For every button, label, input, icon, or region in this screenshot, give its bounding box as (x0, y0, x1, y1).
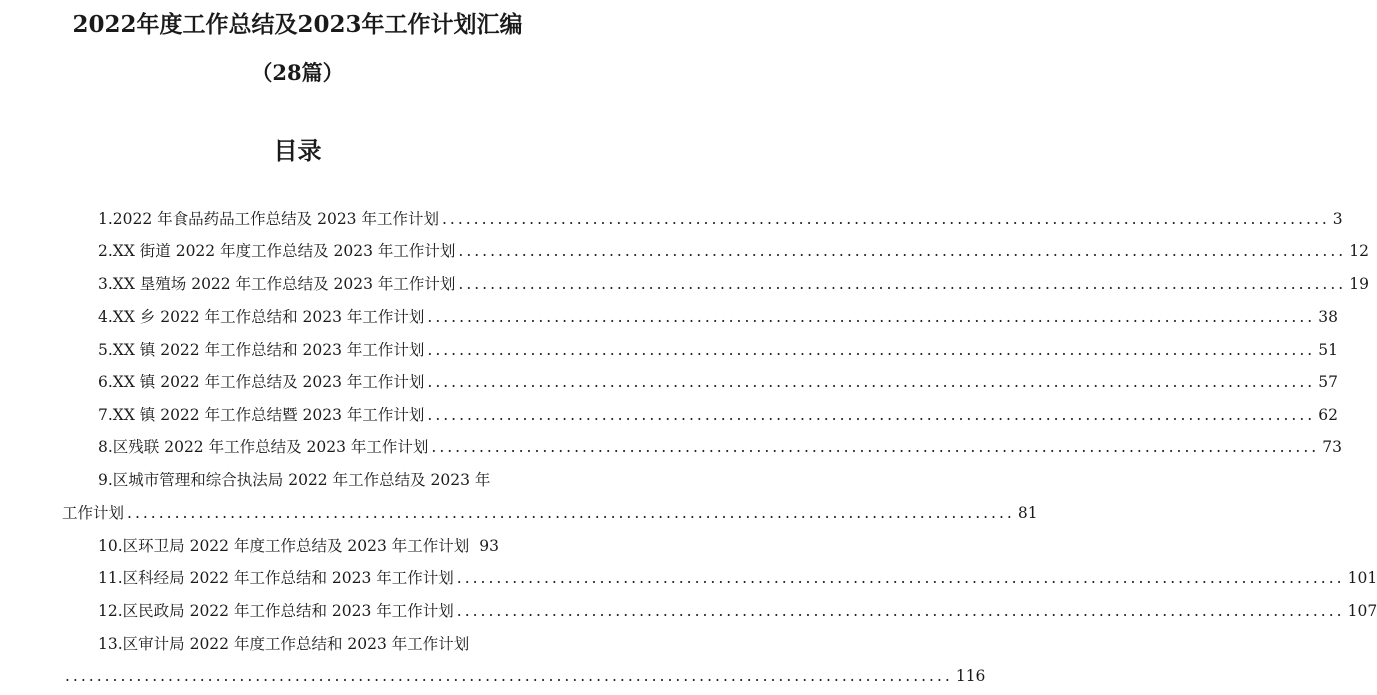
toc-entry[interactable] (98, 599, 1377, 623)
toc-leader-dots: ................................................................................................................ (427, 308, 1316, 326)
toc-entry-label-line1[interactable]: 9.区城市管理和综合执法局 2022 年工作总结及 2023 年 (98, 471, 491, 489)
toc-entry[interactable] (98, 370, 1338, 394)
toc-entry-label: 6.XX 镇 2022 年工作总结及 2023 年工作计划 (98, 373, 425, 391)
toc-leader-dots: ................................................................................................................ (431, 438, 1320, 456)
toc-entry[interactable] (98, 534, 544, 558)
toc-entry[interactable] (98, 207, 1343, 231)
document-subtitle: （28篇） (251, 60, 344, 85)
toc-entry[interactable] (98, 403, 1338, 427)
toc-entry-label: 4.XX 乡 2022 年工作总结和 2023 年工作计划 (98, 308, 425, 326)
toc-page-number: 57 (1318, 373, 1338, 391)
toc-entry[interactable] (98, 435, 1342, 459)
toc-leader-dots: ................................................................................................................ (127, 504, 1015, 522)
toc-entry[interactable] (98, 566, 1377, 590)
toc-entry-label: 11.区科经局 2022 年工作总结和 2023 年工作计划 (98, 569, 454, 587)
toc-entry[interactable] (62, 664, 986, 688)
toc-entry-label[interactable]: 13.区审计局 2022 年度工作总结和 2023 年工作计划 (98, 635, 470, 653)
toc-page-number: 93 (479, 537, 499, 555)
toc-page-number: 51 (1318, 341, 1338, 359)
toc-entry-label: 7.XX 镇 2022 年工作总结暨 2023 年工作计划 (98, 406, 425, 424)
toc-page-number: 12 (1349, 242, 1369, 260)
toc-leader-dots: ................................................................................................................ (427, 341, 1316, 359)
toc-entry-label: 8.区残联 2022 年工作总结及 2023 年工作计划 (98, 438, 429, 456)
toc-page-number: 101 (1347, 569, 1377, 587)
toc-heading: 目录 (273, 136, 322, 165)
toc-page-number: 73 (1322, 438, 1342, 456)
toc-entry-label: 3.XX 垦殖场 2022 年工作总结及 2023 年工作计划 (98, 275, 456, 293)
toc-leader-dots: ................................................................................................................ (427, 406, 1316, 424)
toc-page-number: 3 (1332, 210, 1343, 228)
toc-entry-label-line2: 工作计划 (62, 504, 125, 522)
toc-page-number: 107 (1347, 602, 1377, 620)
toc-page-number: 116 (955, 667, 986, 685)
toc-entry-label: 12.区民政局 2022 年工作总结和 2023 年工作计划 (98, 602, 454, 620)
toc-leader-dots: ................................................................................................................ (441, 210, 1330, 228)
toc-page-number: 62 (1318, 406, 1338, 424)
toc-page-number: 38 (1318, 308, 1338, 326)
toc-entry[interactable] (98, 239, 1369, 263)
toc-entry-label: 5.XX 镇 2022 年工作总结和 2023 年工作计划 (98, 341, 425, 359)
toc-page-number: 81 (1017, 504, 1038, 522)
toc-leader-dots: ................................................................................................................ (456, 602, 1345, 620)
toc-entry[interactable] (98, 338, 1338, 362)
toc-entry[interactable] (98, 272, 1369, 296)
toc-leader-dots: ................................................................................................................ (456, 569, 1345, 587)
toc-entry-label: 2.XX 街道 2022 年度工作总结及 2023 年工作计划 (98, 242, 456, 260)
toc-entry[interactable] (98, 305, 1338, 329)
toc-page-number: 19 (1349, 275, 1369, 293)
toc-leader-dots: ................................................................................................................ (458, 242, 1347, 260)
toc-leader-dots: ................................................................................................................ (458, 275, 1347, 293)
toc-leader-dots: ................................................................................................................ (65, 667, 953, 685)
document-title: 2022年度工作总结及2023年工作计划汇编 (72, 11, 523, 38)
toc-leader-dots: ................................................................................................................ (427, 373, 1316, 391)
toc-entry-label: 10.区环卫局 2022 年度工作总结及 2023 年工作计划 (98, 537, 470, 555)
toc-entry-label: 1.2022 年食品药品工作总结及 2023 年工作计划 (98, 210, 439, 228)
toc-entry[interactable] (62, 501, 1038, 525)
